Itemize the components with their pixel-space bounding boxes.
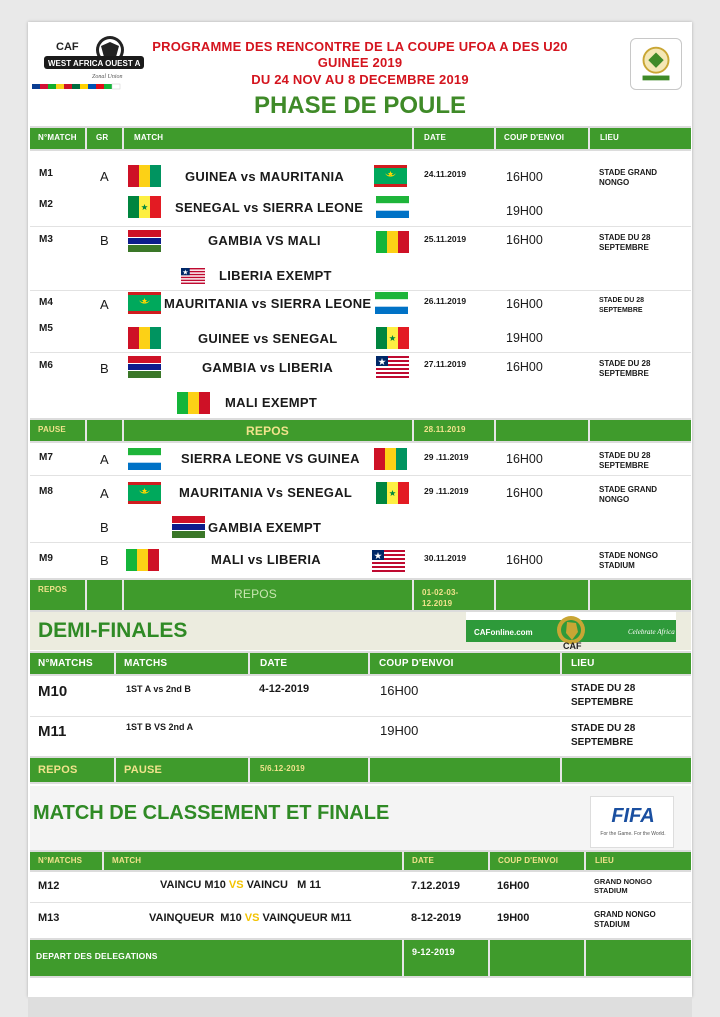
finals-row-venue: GRAND NONGO STADIUM xyxy=(594,877,652,895)
group-row-match: MAURITANIA Vs SENEGAL xyxy=(179,485,353,500)
repos-label: REPOS xyxy=(38,585,68,594)
caf-banner-site: CAFonline.com xyxy=(474,628,533,637)
semis-row-date: 4-12-2019 xyxy=(259,683,310,695)
group-row-venue: STADE DU 28 SEPTEMBRE xyxy=(599,233,651,252)
semis-row-venue: STADE DU 28 SEPTEMBRE xyxy=(571,683,636,708)
semis-col-num: N°MATCHS xyxy=(38,658,93,669)
gambia-flag-icon xyxy=(128,230,161,252)
mali-flag-icon xyxy=(376,231,409,253)
senegal-flag-icon xyxy=(376,327,409,349)
row-divider xyxy=(30,352,691,353)
group-row-group: B xyxy=(100,361,109,376)
gambia-flag-icon xyxy=(172,516,205,538)
group-row-group: A xyxy=(100,486,109,501)
group-row-match: GUINEE vs SENEGAL xyxy=(198,331,338,346)
departure-label: DEPART DES DELEGATIONS xyxy=(36,951,158,961)
finals-row-venue: GRAND NONGO STADIUM xyxy=(594,910,656,929)
finals-col-kickoff: COUP D'ENVOI xyxy=(498,856,559,865)
pause-text: REPOS xyxy=(246,424,290,438)
finals-row-match xyxy=(160,879,321,891)
group-row-match: GUINEA vs MAURITANIA xyxy=(185,169,345,184)
group-row-num: M9 xyxy=(39,553,53,564)
finals-vs: VS xyxy=(244,912,260,924)
col-header-venue: LIEU xyxy=(600,133,620,142)
finals-row-num: M12 xyxy=(38,880,60,892)
group-row-venue: STADE DU 28 SEPTEMBRE xyxy=(599,359,651,378)
group-row-venue: STADE GRAND NONGO xyxy=(599,168,658,187)
repos-date: 01-02-03-12.2019 xyxy=(422,588,459,608)
group-row-time: 16H00 xyxy=(506,486,543,500)
guinea-flag-icon xyxy=(374,448,407,470)
group-row-match: MALI vs LIBERIA xyxy=(211,552,321,567)
sierra-leone-flag-icon xyxy=(376,196,409,218)
group-row-match: LIBERIA EXEMPT xyxy=(219,268,332,283)
pause-date: 28.11.2019 xyxy=(424,425,466,434)
semis-row-num: M11 xyxy=(38,723,67,740)
group-row-match: SIERRA LEONE VS GUINEA xyxy=(181,451,360,466)
group-row-venue: STADE GRAND NONGO xyxy=(599,485,658,504)
fifa-logo-subtext: For the Game. For the World. xyxy=(600,831,666,837)
bottom-band xyxy=(28,997,692,1017)
group-row-time: 19H00 xyxy=(506,204,543,218)
caf-banner-logo-text: CAF xyxy=(563,641,582,650)
logo-wafu-text: WEST AFRICA OUEST A xyxy=(48,59,141,68)
liberia-flag-icon xyxy=(376,356,409,378)
group-row-match: GAMBIA EXEMPT xyxy=(208,520,322,535)
semis-col-match: MATCHS xyxy=(124,658,168,669)
group-row-date: 26.11.2019 xyxy=(424,296,467,306)
row-divider xyxy=(30,475,691,476)
col-header-date: DATE xyxy=(424,133,446,142)
finals-title: MATCH DE CLASSEMENT ET FINALE xyxy=(33,802,390,824)
group-row-match: MALI EXEMPT xyxy=(225,395,318,410)
group-row-match: GAMBIA vs LIBERIA xyxy=(202,360,334,375)
group-row-num: M8 xyxy=(39,486,53,497)
row-divider xyxy=(30,226,691,227)
liberia-flag-icon xyxy=(181,268,205,284)
liberia-flag-icon xyxy=(372,550,405,572)
group-row-match: GAMBIA VS MALI xyxy=(208,233,321,248)
finals-row-time: 19H00 xyxy=(497,912,530,924)
group-row-venue: STADE NONGO STADIUM xyxy=(599,551,658,570)
semis-row-time: 16H00 xyxy=(380,683,419,698)
col-header-num: N°MATCH xyxy=(38,133,77,142)
departure-date: 9-12-2019 xyxy=(412,947,455,957)
finals-vs: VS xyxy=(228,879,244,891)
semis-repos-text: PAUSE xyxy=(124,764,163,776)
col-header-match: MATCH xyxy=(134,133,164,142)
group-row-date: 30.11.2019 xyxy=(424,553,467,563)
semis-row-match: 1ST B VS 2nd A xyxy=(126,722,194,732)
caf-banner-slogan: Celebrate Africa xyxy=(628,628,675,636)
senegal-flag-icon xyxy=(376,482,409,504)
group-row-num: M4 xyxy=(39,297,53,308)
group-row-num: M6 xyxy=(39,360,53,371)
mauritania-flag-icon xyxy=(128,292,161,314)
finals-col-match: MATCH xyxy=(112,856,142,865)
row-divider xyxy=(30,290,691,291)
finals-team-b: VAINCU M 11 xyxy=(246,879,321,891)
group-row-date: 24.11.2019 xyxy=(424,169,467,179)
sierra-leone-flag-icon xyxy=(375,292,408,314)
finals-row-date: 8-12-2019 xyxy=(411,912,462,924)
title-line-1: PROGRAMME DES RENCONTRE DE LA COUPE UFOA A DES U20 xyxy=(152,39,568,54)
group-row-time: 16H00 xyxy=(506,233,543,247)
group-row-group: A xyxy=(100,452,109,467)
semis-row-num: M10 xyxy=(38,683,68,700)
semis-col-date: DATE xyxy=(260,658,288,669)
finals-team-a: VAINCU M10 xyxy=(160,879,226,891)
senegal-flag-icon xyxy=(128,196,161,218)
mali-flag-icon xyxy=(177,392,210,414)
group-row-date: 29 .11.2019 xyxy=(424,486,469,496)
finals-row-num: M13 xyxy=(38,912,60,924)
group-row-match: MAURITANIA vs SIERRA LEONE xyxy=(164,296,372,311)
group-row-time: 16H00 xyxy=(506,452,543,466)
group-row-num: M2 xyxy=(39,199,53,210)
fifa-logo-text: FIFA xyxy=(611,805,655,827)
semis-title: DEMI-FINALES xyxy=(38,619,188,642)
sierra-leone-flag-icon xyxy=(128,448,161,470)
semis-repos-label: REPOS xyxy=(38,764,78,776)
group-row-venue: STADE DU 28 SEPTEMBRE xyxy=(599,451,651,470)
finals-row-match xyxy=(149,912,352,924)
logo-zonal-text: Zonal Union xyxy=(92,74,123,80)
group-row-date: 27.11.2019 xyxy=(424,359,467,369)
gambia-flag-icon xyxy=(128,356,161,378)
finals-row-time: 16H00 xyxy=(497,880,530,892)
group-row-group: A xyxy=(100,169,109,184)
group-row-match: SENEGAL vs SIERRA LEONE xyxy=(175,200,364,215)
group-header-bar xyxy=(30,126,691,151)
title-line-2: GUINEE 2019 xyxy=(317,55,403,70)
guinea-flag-icon xyxy=(128,165,161,187)
group-row-time: 16H00 xyxy=(506,553,543,567)
caf-banner xyxy=(466,612,676,650)
guinea-flag-icon xyxy=(128,327,161,349)
group-row-group: B xyxy=(100,233,109,248)
phase-title: PHASE DE POULE xyxy=(253,92,467,119)
group-row-venue: STADE DU 28 SEPTEMBRE xyxy=(599,297,644,314)
finals-col-venue: LIEU xyxy=(595,856,615,865)
group-row-num: M1 xyxy=(39,168,53,179)
group-row-num: M7 xyxy=(39,452,53,463)
semis-repos-bar xyxy=(30,756,691,784)
fifa-logo xyxy=(590,796,674,848)
repos-text: REPOS xyxy=(234,587,278,601)
finals-row-date: 7.12.2019 xyxy=(411,880,460,892)
repos-bar xyxy=(30,578,691,612)
semis-row-match: 1ST A vs 2nd B xyxy=(126,684,191,694)
semis-row-venue: STADE DU 28 SEPTEMBRE xyxy=(571,723,636,748)
row-divider xyxy=(30,542,691,543)
finals-team-b: VAINQUEUR M11 xyxy=(262,912,352,924)
finals-team-a: VAINQUEUR M10 xyxy=(149,912,242,924)
title-line-3: DU 24 NOV AU 8 DECEMBRE 2019 xyxy=(251,72,469,87)
ufoa-logo xyxy=(630,38,682,90)
col-header-kickoff: COUP D'ENVOI xyxy=(504,133,565,142)
group-row-group: A xyxy=(100,297,109,312)
group-row-num: M3 xyxy=(39,234,53,245)
logo-caf-text: CAF xyxy=(56,41,79,53)
mauritania-flag-icon xyxy=(374,165,407,187)
group-row-num: M5 xyxy=(39,323,53,334)
finals-col-num: N°MATCHS xyxy=(38,856,83,865)
group-row-date: 29 .11.2019 xyxy=(424,452,469,462)
group-row-group: B xyxy=(100,553,109,568)
mauritania-flag-icon xyxy=(128,482,161,504)
group-row-time: 16H00 xyxy=(506,297,543,311)
semis-header-bar xyxy=(30,651,691,676)
pause-label: PAUSE xyxy=(38,425,66,434)
row-divider xyxy=(30,716,691,717)
group-row-group: B xyxy=(100,520,109,535)
pause-bar xyxy=(30,418,691,443)
semis-col-kickoff: COUP D'ENVOI xyxy=(379,658,454,669)
semis-repos-date: 5/6.12-2019 xyxy=(260,764,305,773)
semis-row-time: 19H00 xyxy=(380,723,419,738)
semis-col-venue: LIEU xyxy=(571,658,595,669)
finals-header-bar xyxy=(30,850,691,872)
caf-wafu-logo xyxy=(30,30,150,92)
group-row-time: 16H00 xyxy=(506,360,543,374)
col-header-group: GR xyxy=(96,133,109,142)
departure-bar xyxy=(30,938,691,978)
group-row-time: 16H00 xyxy=(506,170,543,184)
finals-col-date: DATE xyxy=(412,856,434,865)
group-row-date: 25.11.2019 xyxy=(424,234,467,244)
row-divider xyxy=(30,902,691,903)
group-row-time: 19H00 xyxy=(506,331,543,345)
mali-flag-icon xyxy=(126,549,159,571)
